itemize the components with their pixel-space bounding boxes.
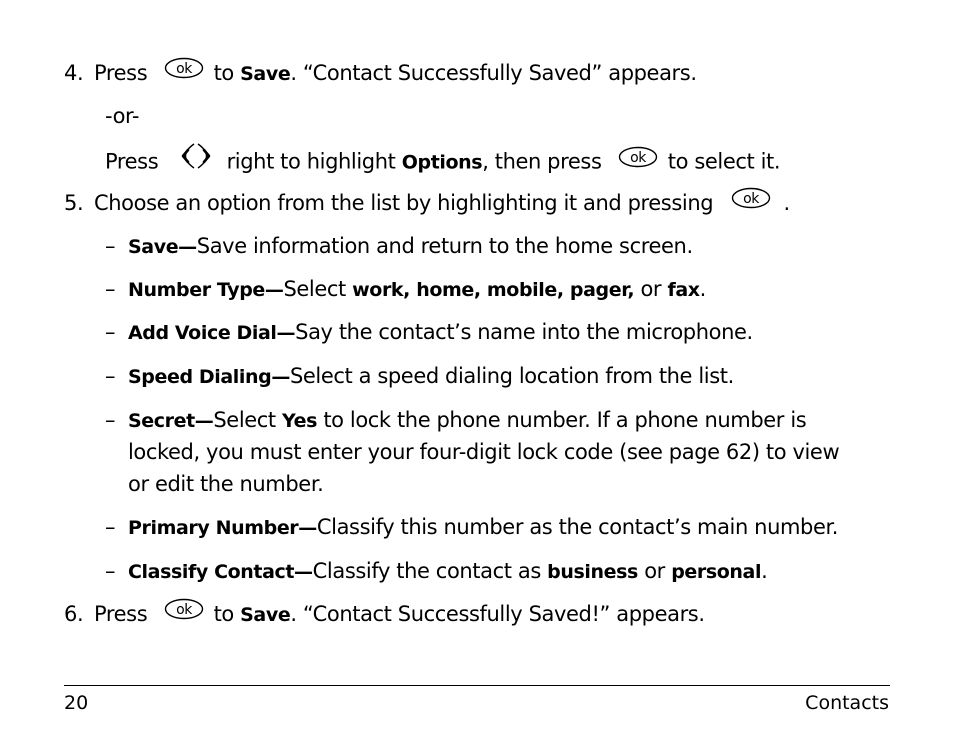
step-6: 6. Press ok to Save. “Contact Successfully Saved!” appears.: [64, 598, 705, 631]
option-label: Save—: [128, 236, 197, 258]
option-secret-line3: or edit the number.: [128, 472, 324, 496]
page-number: 20: [64, 692, 89, 714]
left-right-nav-key-icon: [173, 141, 219, 180]
option-speed-dialing: – Speed Dialing—Select a speed dialing location from the list.: [105, 364, 734, 388]
footer-divider: [64, 685, 890, 686]
options-term: Options: [401, 151, 483, 174]
option-secret-line2: locked, you must enter your four-digit lock code (see page 62) to view: [128, 440, 840, 464]
option-label: Classify Contact—: [128, 561, 313, 583]
option-label: Primary Number—: [128, 517, 317, 539]
section-title: Contacts: [805, 692, 889, 714]
option-label: Add Voice Dial—: [128, 322, 296, 344]
option-classify-contact: – Classify Contact—Classify the contact as business or personal.: [105, 559, 768, 583]
svg-text:ok: ok: [629, 149, 646, 166]
step-number: 5.: [64, 191, 84, 215]
alternate-instruction: Press right to highlight Options, then press ok to select it.: [105, 143, 780, 182]
option-label: Speed Dialing—: [128, 366, 290, 388]
or-separator: -or-: [105, 104, 140, 128]
option-number-type: – Number Type—Select work, home, mobile, pager, or fax.: [105, 277, 706, 301]
step-number: 4.: [64, 61, 84, 85]
ok-key-icon: [164, 597, 204, 629]
option-primary-number: – Primary Number—Classify this number as the contact’s main number.: [105, 515, 839, 539]
step-text: Press: [94, 61, 148, 85]
option-label: Secret—: [128, 410, 214, 432]
option-label: Number Type—: [128, 279, 284, 301]
save-term: Save: [240, 63, 291, 85]
ok-key-icon: [731, 186, 771, 218]
step-5: 5. Choose an option from the list by highlighting it and pressing ok .: [64, 187, 790, 220]
option-add-voice-dial: – Add Voice Dial—Say the contact’s name into the microphone.: [105, 320, 753, 344]
save-term: Save: [240, 604, 291, 626]
step-4: 4. Press ok to Save. “Contact Successfully Saved” appears.: [64, 57, 697, 90]
ok-key-icon: [164, 56, 204, 88]
step-number: 6.: [64, 602, 84, 626]
svg-text:ok: ok: [175, 61, 192, 77]
svg-text:ok: ok: [743, 191, 760, 207]
svg-text:ok: ok: [175, 602, 192, 618]
ok-key-icon: [618, 145, 658, 177]
option-save: – Save—Save information and return to the home screen.: [105, 234, 693, 258]
option-secret: – Secret—Select Yes to lock the phone number. If a phone number is: [105, 408, 807, 432]
